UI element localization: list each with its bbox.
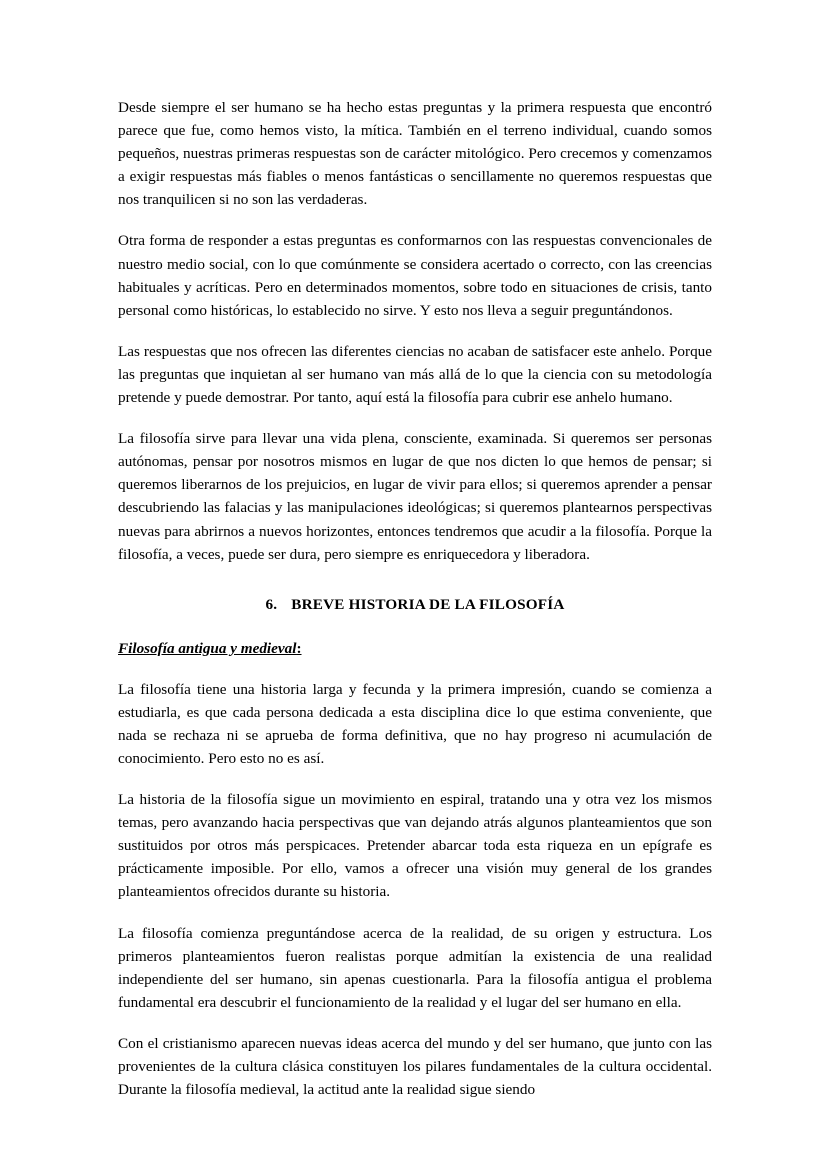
paragraph: Las respuestas que nos ofrecen las diferentes ciencias no acaban de satisfacer este anhelo. Porque las preguntas que inquietan al ser humano van más allá de lo que la ciencia con su metodología pretende y puede demostrar. Por tanto, aquí está la filosofía para cubrir ese anhelo humano. — [118, 342, 712, 407]
paragraph: Con el cristianismo aparecen nuevas ideas acerca del mundo y del ser humano, que junto con las provenientes de la cultura clásica constituyen los pilares fundamentales de la cultura occidental. Durante la filosofía medieval, la actitud ante la realidad sigue siendo — [118, 1034, 712, 1099]
paragraph: La filosofía sirve para llevar una vida plena, consciente, examinada. Si queremos ser personas autónomas, pensar por nosotros mismos en lugar de que nos dicten lo que hemos de pensar; si queremos liberarnos de los prejuicios, en lugar de vivir para ellos; si queremos aprender a pensar descubriendo las falacias y las manipulaciones ideológicas; si queremos plantearnos perspectivas nuevas para abrirnos a nuevos horizontes, entonces tendremos que acudir a la filosofía. Porque la filosofía, a veces, puede ser dura, pero siempre es enriquecedora y liberadora. — [118, 430, 712, 563]
subsection-heading — [118, 640, 712, 658]
paragraph: Otra forma de responder a estas preguntas es conformarnos con las respuestas convencionales de nuestro medio social, con lo que comúnmente se considera acertado o correcto, con las creencias habituales y acríticas. Pero en determinados momentos, sobre todo en situaciones de crisis, tanto personal como históricas, lo establecido no sirve. Y esto nos lleva a seguir preguntándonos. — [118, 232, 712, 319]
subsection-colon: : — [296, 639, 302, 657]
paragraph: La filosofía comienza preguntándose acerca de la realidad, de su origen y estructura. Los primeros planteamientos fueron realistas porque admitían la existencia de una realidad independiente del ser humano, sin apenas cuestionarla. Para la filosofía antigua el problema fundamental era descubrir el funcionamiento de la realidad y el lugar del ser humano en ella. — [118, 924, 712, 1011]
document-body — [118, 96, 712, 1101]
subsection-title: Filosofía antigua y medieval — [118, 639, 297, 657]
section-title: BREVE HISTORIA DE LA FILOSOFÍA — [291, 595, 565, 613]
paragraph: La historia de la filosofía sigue un movimiento en espiral, tratando una y otra vez los mismos temas, pero avanzando hacia perspectivas que van dejando atrás algunos planteamientos que son sustituidos por otros más perspicaces. Pretender abarcar toda esta riqueza en un epígrafe es prácticamente imposible. Por ello, vamos a ofrecer una visión muy general de los grandes planteamientos ofrecidos durante su historia. — [118, 791, 712, 901]
document-lower-section — [118, 678, 712, 1102]
section-number: 6. — [265, 595, 278, 613]
paragraph: La filosofía tiene una historia larga y fecunda y la primera impresión, cuando se comienza a estudiarla, es que cada persona dedicada a esta disciplina dice lo que estima conveniente, que nada se rechaza ni se aprueba de forma definitiva, que no hay progreso ni acumulación de conocimiento. Pero esto no es así. — [118, 680, 712, 767]
paragraph: Desde siempre el ser humano se ha hecho estas preguntas y la primera respuesta que encontró parece que fue, como hemos visto, la mítica. También en el terreno individual, cuando somos pequeños, nuestras primeras respuestas son de carácter mitológico. Pero crecemos y comenzamos a exigir respuestas más fiables o menos fantásticas o sencillamente no queremos respuestas que nos tranquilicen si no son las verdaderas. — [118, 99, 712, 209]
section-heading — [118, 596, 712, 614]
